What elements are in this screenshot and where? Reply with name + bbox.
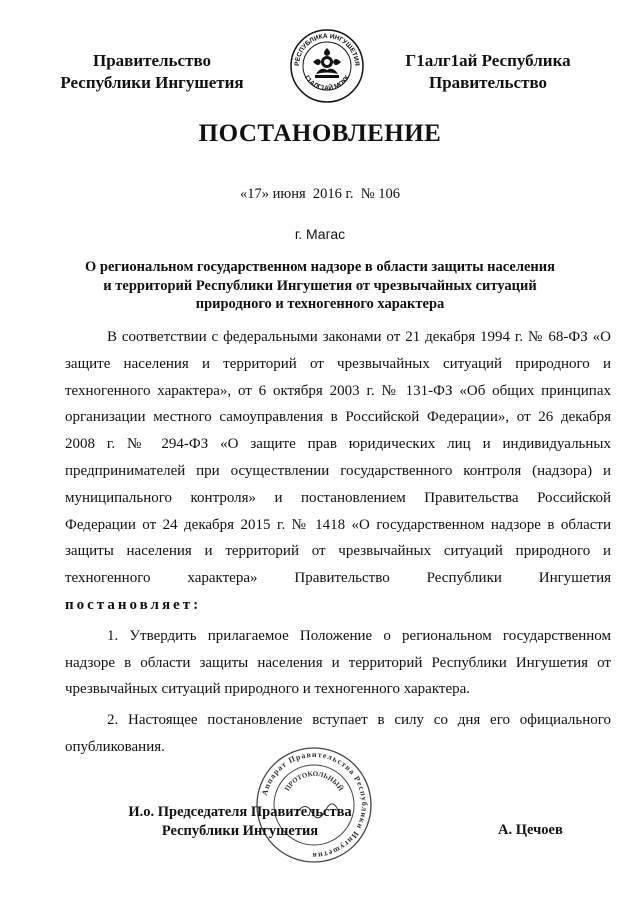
- header-left-line1: Правительство: [92, 51, 212, 70]
- header-right-line1: Г1алг1ай Республика: [405, 51, 571, 70]
- item-2-paragraph: 2. Настоящее постановление вступает в силу со дня его официального опубликования.: [65, 712, 611, 755]
- signatory-name: А. Цечоев: [498, 822, 563, 838]
- stamp-outer-text: Аппарат Правительства Республики Ингушетия: [259, 749, 370, 861]
- document-body: [65, 324, 611, 761]
- document-subject: О региональном государственном надзоре в области защиты населения и территорий Республики Ингушетия от чрезвычайных ситуаций природного и техногенного характера: [85, 259, 555, 312]
- city-line: г. Магас: [294, 226, 346, 242]
- header-right-line2: Правительство: [428, 73, 548, 92]
- header-left: [42, 50, 262, 94]
- coat-of-arms-emblem: [289, 28, 365, 104]
- signatory-title-line1: И.о. Председателя Правительства: [128, 804, 352, 820]
- preamble-text: В соответствии с федеральными законами от 21 декабря 1994 г. № 68-ФЗ «О защите населения и территорий от чрезвычайных ситуаций природного и техногенного характера», от 6 октября 2003 г. № 131-ФЗ «Об общих принципах организации местного самоуправления в Российской Федерации», от 26 декабря 2008 г. № 294-ФЗ «О защите прав юридических лиц и индивидуальных предпринимателей при осуществлении государственного контроля (надзора) и муниципального контроля» и постановлением Правительства Российской Федерации от 24 декабря 2015 г. № 1418 «О государственном надзоре в области защиты населения и территорий от чрезвычайных ситуаций природного и техногенного характера» Правительство Республики Ингушетия: [65, 329, 611, 587]
- preamble-paragraph: [65, 324, 611, 619]
- header-left-line2: Республики Ингушетия: [60, 73, 244, 92]
- resolves-word: постановляет:: [65, 596, 202, 613]
- header-right: [378, 50, 598, 94]
- stamp-inner-text: ПРОТОКОЛЬНЫЙ: [283, 769, 345, 793]
- emblem-text-top: РЕСПУБЛИКА ИНГУШЕТИЯ: [293, 32, 361, 67]
- emblem-text-bottom: Г1АЛГ1АЙ МОХК: [302, 74, 352, 93]
- svg-text:ПРОТОКОЛЬНЫЙ: [283, 770, 345, 793]
- item-1-paragraph: 1. Утвердить прилагаемое Положение о региональном государственном надзоре в области защиты населения и территорий Республики Ингушетия от чрезвычайных ситуаций природного и техногенного характера.: [65, 627, 611, 698]
- date-number-line: «17» июня 2016 г. № 106: [240, 186, 400, 202]
- signatory-title: [110, 803, 370, 841]
- document-type-title: ПОСТАНОВЛЕНИЕ: [198, 120, 442, 147]
- signatory-title-line2: Республики Ингушетия: [161, 823, 319, 839]
